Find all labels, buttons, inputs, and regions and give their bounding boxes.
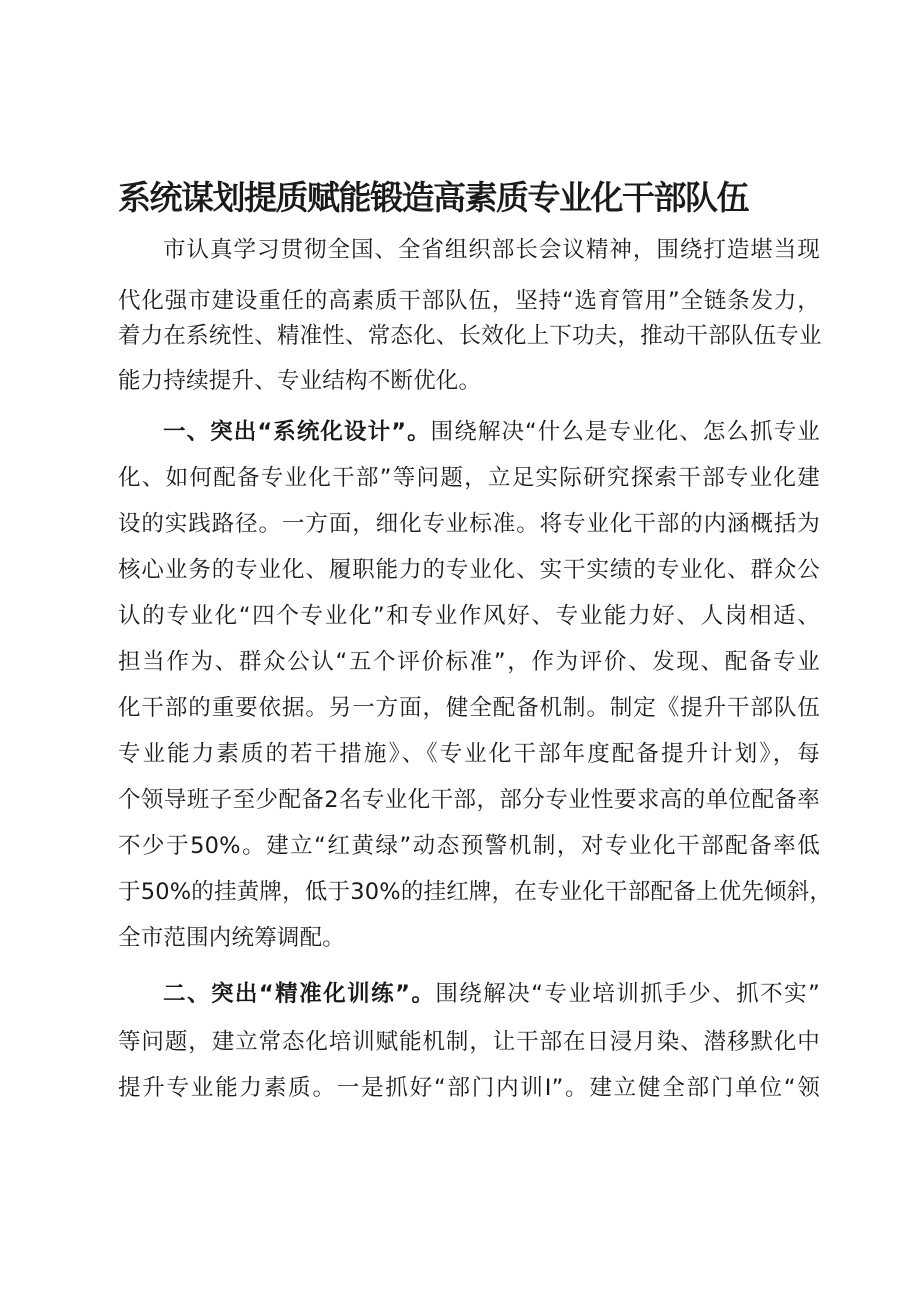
text-line: 担当作为、群众公认“五个评价标准”，作为评价、发现、配备专业	[118, 649, 820, 675]
text-line: 全市范围内统筹调配。	[118, 925, 346, 951]
text-line: 代化强市建设重任的高素质干部队伍，坚持“选育管用”全链条发力，	[118, 288, 820, 314]
text-line	[163, 416, 820, 448]
text-line: 不少于50%。建立“红黄绿”动态预警机制，对专业化干部配备率低	[118, 833, 820, 859]
text-line: 设的实践路径。一方面，细化专业标准。将专业化干部的内涵概括为	[118, 511, 820, 537]
section-one-lead: 围绕解决“什么是专业化、怎么抓专业	[430, 419, 820, 445]
text-line: 能力持续提升、专业结构不断优化。	[118, 368, 482, 394]
section-two-lead: 围绕解决“专业培训抓手少、抓不实”	[435, 981, 820, 1007]
section-one-heading: 一、突出“系统化设计”。	[163, 419, 431, 445]
text-line: 市认真学习贯彻全国、全省组织部长会议精神，围绕打造堪当现	[163, 237, 820, 263]
text-line	[163, 978, 820, 1010]
text-line: 个领导班子至少配备2名专业化干部，部分专业性要求高的单位配备率	[118, 787, 820, 813]
text-line: 认的专业化“四个专业化”和专业作风好、专业能力好、人岗相适、	[118, 603, 820, 629]
text-line: 化、如何配备专业化干部”等问题，立足实际研究探索干部专业化建	[118, 465, 820, 491]
text-line: 专业能力素质的若干措施》、《专业化干部年度配备提升计划》，每	[118, 741, 820, 767]
text-line: 于50%的挂黄牌，低于30%的挂红牌，在专业化干部配备上优先倾斜，	[118, 879, 833, 905]
text-line: 着力在系统性、精准性、常态化、长效化上下功夫，推动干部队伍专业	[118, 323, 822, 349]
text-line: 等问题，建立常态化培训赋能机制，让干部在日浸月染、潜移默化中	[118, 1029, 820, 1055]
document-title: 系统谋划提质赋能锻造高素质专业化干部队伍	[118, 178, 748, 217]
text-line: 核心业务的专业化、履职能力的专业化、实干实绩的专业化、群众公	[118, 557, 820, 583]
text-line: 提升专业能力素质。一是抓好“部门内训I”。建立健全部门单位“领	[118, 1075, 820, 1101]
section-two-heading: 二、突出“精准化训练”。	[163, 981, 436, 1007]
text-line: 化干部的重要依据。另一方面，健全配备机制。制定《提升干部队伍	[118, 695, 820, 721]
